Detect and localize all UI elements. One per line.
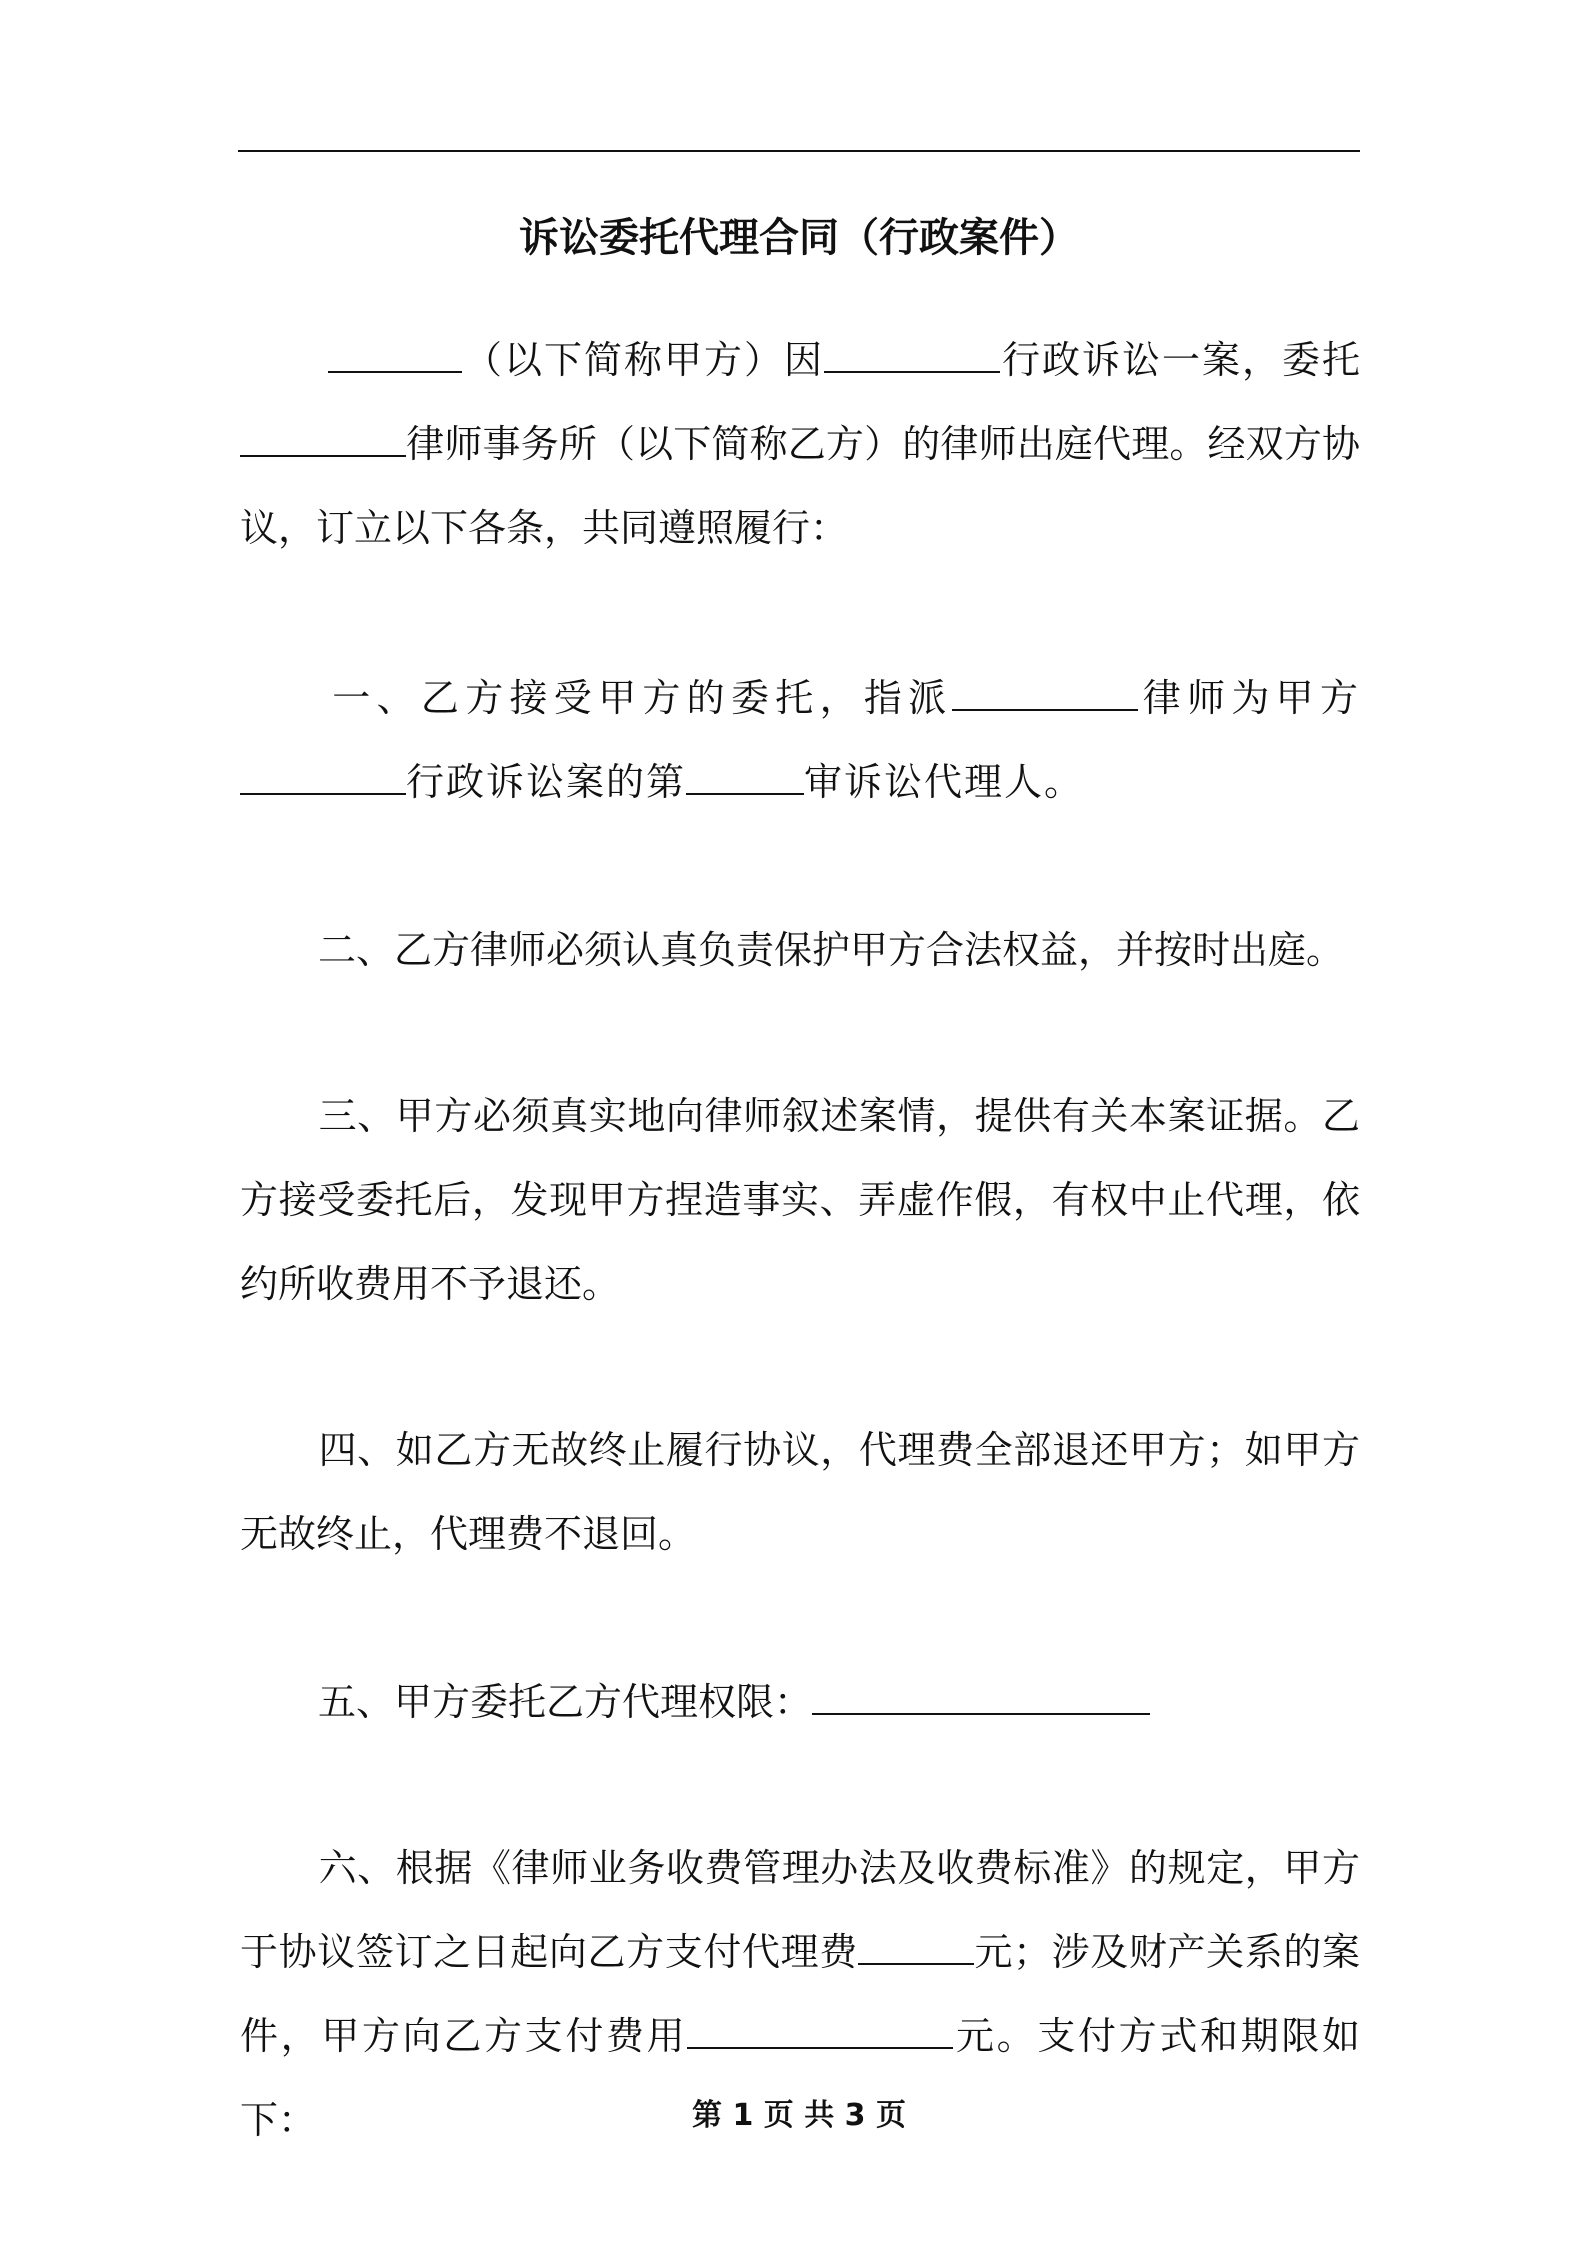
page-number: 第 1 页 共 3 页 — [692, 2098, 906, 2133]
header-rule — [238, 150, 1360, 152]
party-a-case-blank[interactable] — [240, 763, 406, 795]
clause-1-text-2: 律师为甲方 — [1138, 676, 1360, 720]
clause-4 — [240, 1408, 1360, 1576]
clause-3-text: 三、甲方必须真实地向律师叙述案情，提供有关本案证据。乙方接受委托后，发现甲方捏造事实、弄虚作假，有权中止代理，依约所收费用不予退还。 — [240, 1094, 1360, 1306]
lawyer-name-blank[interactable] — [952, 679, 1138, 711]
intro-text-2: 行政诉讼一案，委托 — [1000, 338, 1360, 382]
clause-1-text-4: 审诉讼代理人。 — [804, 760, 1085, 804]
clause-6-text-3: 元。支付方式和期限如下： — [240, 2014, 1360, 2142]
trial-instance-blank[interactable] — [686, 763, 804, 795]
clause-3 — [240, 1074, 1360, 1326]
clause-1-text-1: 一、乙方接受甲方的委托，指派 — [328, 676, 953, 720]
property-fee-blank[interactable] — [687, 2017, 953, 2049]
clause-1 — [240, 656, 1360, 824]
intro-text-3: 律师事务所（以下简称乙方）的律师出庭代理。经双方协议，订立以下各条，共同遵照履行： — [240, 422, 1360, 550]
intro-paragraph — [240, 318, 1360, 570]
clause-2 — [240, 908, 1360, 992]
agency-fee-blank[interactable] — [858, 1933, 974, 1965]
intro-text-1: （以下简称甲方）因 — [462, 338, 824, 382]
clause-6-text-1: 六、根据《律师业务收费管理办法及收费标准》的规定，甲方于协议签订之日起向乙方支付代理费 — [240, 1846, 1360, 1974]
clause-5 — [240, 1660, 1360, 1744]
law-firm-blank[interactable] — [240, 425, 406, 457]
authority-scope-blank[interactable] — [812, 1683, 1150, 1715]
clause-1-text-3: 行政诉讼案的第 — [406, 760, 687, 804]
document-title: 诉讼委托代理合同（行政案件） — [519, 215, 1079, 261]
case-name-blank[interactable] — [824, 341, 1000, 373]
party-a-blank[interactable] — [328, 341, 462, 373]
clause-5-text: 五、甲方委托乙方代理权限： — [318, 1680, 813, 1724]
clause-4-text: 四、如乙方无故终止履行协议，代理费全部退还甲方；如甲方无故终止，代理费不退回。 — [240, 1428, 1360, 1556]
clause-6-text-2: 元；涉及财产关系的案件，甲方向乙方支付费用 — [240, 1930, 1360, 2058]
clause-2-text: 二、乙方律师必须认真负责保护甲方合法权益，并按时出庭。 — [318, 928, 1345, 972]
